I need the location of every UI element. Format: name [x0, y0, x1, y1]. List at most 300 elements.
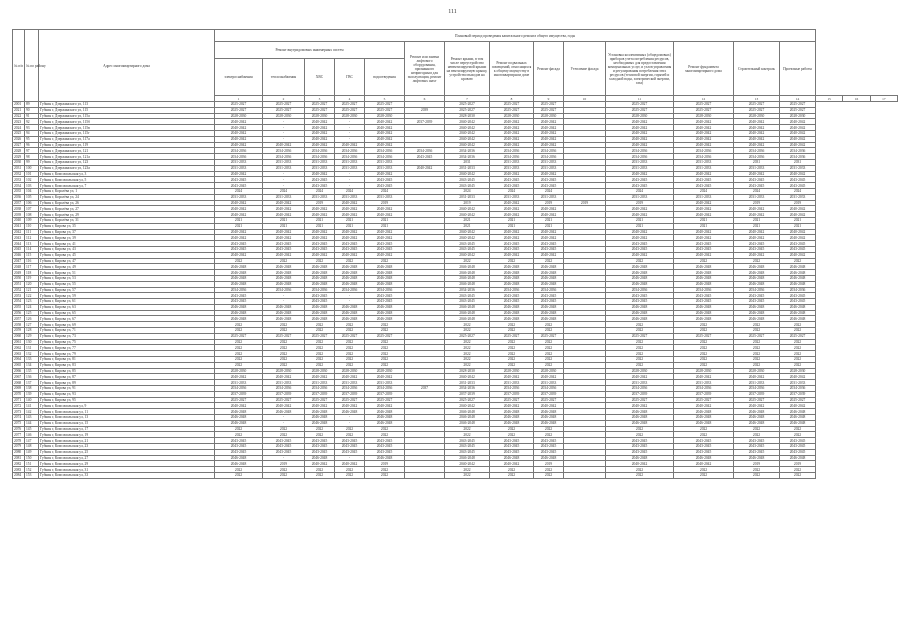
table-cell: 2043-2045	[734, 241, 780, 247]
table-cell: 2025-2027	[490, 397, 534, 403]
table-cell: 2025-2027	[365, 107, 405, 113]
table-cell: 2022	[335, 328, 365, 334]
table-cell: 2031	[13, 165, 25, 171]
table-cell: 2046-2048	[490, 310, 534, 316]
table-cell: 2043-2045	[734, 299, 780, 305]
table-cell: 2040-2042	[674, 119, 734, 125]
table-cell: 2040-2042	[305, 130, 335, 136]
table-cell: 2025-2027	[674, 333, 734, 339]
table-cell: 2022	[445, 345, 490, 351]
table-cell: 2025-2027	[780, 102, 816, 108]
table-cell: 2040-2042	[606, 171, 674, 177]
table-cell: 2046-2048	[215, 270, 263, 276]
table-cell: 2031-2033	[445, 194, 490, 200]
table-cell: 2040-2042	[215, 200, 263, 206]
table-cell: 2040-2042	[365, 130, 405, 136]
table-cell: 109	[25, 217, 39, 223]
table-cell: 2034-2036	[305, 148, 335, 154]
table-cell: 2040-2042	[305, 119, 335, 125]
table-cell: 2043-2045	[734, 246, 780, 252]
table-cell: 2043-2045	[606, 241, 674, 247]
table-cell: 2034-2036	[445, 154, 490, 160]
table-cell: 2022	[445, 432, 490, 438]
table-cell: 2022	[534, 351, 564, 357]
table-body	[13, 102, 898, 479]
table-cell: 121	[25, 287, 39, 293]
address-cell: Губкин г, Дзержинского ул, 117а	[39, 136, 215, 142]
header-gvs: ГВС	[335, 59, 365, 96]
table-cell: 2040-2042	[365, 229, 405, 235]
column-index-cell: 2	[263, 96, 305, 102]
table-cell: 2024	[215, 188, 263, 194]
table-cell: 2043-2045	[215, 183, 263, 189]
table-cell: 149	[25, 449, 39, 455]
table-cell: 2043-2045	[534, 183, 564, 189]
table-cell: 2040-2042	[674, 212, 734, 218]
table-cell: 2043-2045	[335, 444, 365, 450]
table-cell: 2031-2033	[490, 380, 534, 386]
table-cell: 2040-2042	[445, 374, 490, 380]
table-cell: 2040-2042	[215, 235, 263, 241]
table-cell: 2040-2042	[734, 235, 780, 241]
table-cell: 2047	[13, 258, 25, 264]
table-cell: 2022	[606, 328, 674, 334]
table-cell: 2046-2048	[674, 281, 734, 287]
table-cell: 2022	[606, 432, 674, 438]
table-cell: 132	[25, 351, 39, 357]
table-cell: 2025-2027	[674, 107, 734, 113]
table-cell: -	[335, 177, 365, 183]
table-cell: 2034-2036	[606, 386, 674, 392]
table-cell: 2040-2042	[734, 119, 780, 125]
table-cell: 2046-2048	[445, 455, 490, 461]
table-cell: 2043-2045	[780, 177, 816, 183]
table-cell: 2034-2036	[405, 148, 445, 154]
table-cell: 2026	[13, 136, 25, 142]
table-cell: 2034-2036	[365, 386, 405, 392]
table-cell: -	[335, 125, 365, 131]
table-cell: 2043-2045	[445, 438, 490, 444]
table-cell: 2040-2042	[780, 136, 816, 142]
table-cell: 2040-2042	[780, 142, 816, 148]
table-cell: 2022	[490, 322, 534, 328]
table-cell: 2031-2033	[365, 159, 405, 165]
table-cell: 2040-2042	[734, 130, 780, 136]
table-cell: 2034-2036	[490, 148, 534, 154]
table-cell: 2031-2033	[534, 380, 564, 386]
table-cell: 2022	[215, 339, 263, 345]
table-cell: 2046-2048	[780, 304, 816, 310]
table-cell: 94	[25, 130, 39, 136]
table-cell: 2031-2033	[445, 380, 490, 386]
table-cell: 2046-2048	[215, 281, 263, 287]
address-cell: Губкин г, Дзержинского ул, 115б	[39, 119, 215, 125]
table-cell: 2046-2048	[534, 316, 564, 322]
table-cell: 2046-2048	[606, 420, 674, 426]
address-cell: Губкин г, Кирова ул, 93	[39, 391, 215, 397]
address-cell: Губкин г, Королёва ул, 31	[39, 217, 215, 223]
table-cell: 2034-2036	[305, 287, 335, 293]
table-cell: 2031	[780, 159, 816, 165]
table-cell: 2022	[445, 351, 490, 357]
table-cell: 2028-2030	[445, 113, 490, 119]
table-cell: -	[335, 136, 365, 142]
table-cell: 2046-2048	[445, 310, 490, 316]
table-cell: 2040-2042	[305, 461, 335, 467]
table-cell: 2043-2045	[215, 241, 263, 247]
table-cell: 2022	[215, 328, 263, 334]
address-cell: Губкин г, Кирова ул, 89	[39, 380, 215, 386]
table-cell: 111	[25, 229, 39, 235]
table-cell: 2040-2042	[215, 142, 263, 148]
table-cell: 2040-2042	[445, 461, 490, 467]
column-index-cell: 11	[606, 96, 674, 102]
column-index-cell: 14	[780, 96, 816, 102]
table-cell: 2025-2027	[305, 102, 335, 108]
table-cell: 2033	[13, 177, 25, 183]
table-cell: 90	[25, 107, 39, 113]
table-cell: 2043-2045	[780, 444, 816, 450]
table-cell: 2040-2042	[263, 200, 305, 206]
table-cell: 2046-2048	[215, 455, 263, 461]
table-cell: 2040-2042	[734, 206, 780, 212]
table-cell: 2043-2045	[365, 438, 405, 444]
table-cell: 2046-2048	[335, 316, 365, 322]
table-cell: 2067	[13, 374, 25, 380]
table-cell: 2040-2042	[263, 206, 305, 212]
table-cell: 2043-2045	[606, 246, 674, 252]
table-cell: 2034-2036	[365, 148, 405, 154]
table-cell: 2046-2048	[606, 275, 674, 281]
table-cell: 2022	[365, 426, 405, 432]
table-cell: 2022	[305, 351, 335, 357]
table-cell: 129	[25, 333, 39, 339]
table-cell: 2043-2045	[305, 183, 335, 189]
table-cell: 2040-2042	[365, 206, 405, 212]
table-cell: 2037	[13, 200, 25, 206]
table-cell: 2040-2042	[490, 130, 534, 136]
table-cell: 2022	[780, 432, 816, 438]
table-cell: -	[335, 455, 365, 461]
table-cell: 2053	[13, 293, 25, 299]
table-cell: 2031-2033	[215, 159, 263, 165]
table-cell: 2022	[674, 339, 734, 345]
table-cell: 2065	[13, 362, 25, 368]
table-cell: 2040-2042	[365, 142, 405, 148]
table-cell: 2043-2045	[534, 293, 564, 299]
table-cell: 2040-2042	[490, 171, 534, 177]
table-cell: 2046-2048	[606, 415, 674, 421]
table-cell: 2034-2036	[335, 287, 365, 293]
table-cell: 2040-2042	[215, 130, 263, 136]
table-cell: 2028-2030	[674, 113, 734, 119]
table-cell: 2070	[13, 391, 25, 397]
table-cell: 2028-2030	[606, 368, 674, 374]
table-cell: 120	[25, 281, 39, 287]
table-cell: 2031	[445, 159, 490, 165]
table-cell: 2022	[780, 339, 816, 345]
table-cell: 2046-2048	[780, 420, 816, 426]
table-cell: 2040-2042	[674, 235, 734, 241]
table-cell: 2031-2033	[335, 159, 365, 165]
address-cell: Губкин г, Кирова ул, 59	[39, 293, 215, 299]
table-cell: 2034-2036	[365, 287, 405, 293]
table-cell: 2043-2045	[606, 299, 674, 305]
table-cell: 2046-2048	[365, 304, 405, 310]
table-cell: 2019	[606, 200, 674, 206]
table-cell: 2024	[780, 188, 816, 194]
table-cell: 2022	[734, 351, 780, 357]
table-cell: 2022	[734, 426, 780, 432]
table-cell: 2046-2048	[780, 270, 816, 276]
table-cell: 2028-2030	[263, 113, 305, 119]
table-cell: 2046-2048	[606, 455, 674, 461]
table-cell: 2040-2042	[335, 200, 365, 206]
table-cell: 2046-2048	[263, 270, 305, 276]
table-cell: 2025-2027	[734, 102, 780, 108]
table-cell: 2025-2027	[780, 107, 816, 113]
table-cell: 2022	[263, 322, 305, 328]
table-cell: 2046-2048	[674, 420, 734, 426]
table-cell: 2068	[13, 380, 25, 386]
table-cell: 2022	[305, 473, 335, 479]
table-cell: 2025-2027	[365, 102, 405, 108]
table-cell: 2034-2036	[445, 148, 490, 154]
table-cell: 2040-2042	[490, 461, 534, 467]
table-cell: 2022	[780, 357, 816, 363]
table-cell: 2043-2045	[335, 246, 365, 252]
header-meters: Установка коллективных (общедомовых) приборов учета потребления ресурсов, необходимых для предоставления коммунальных услуг, и узлов управления и регулирования потребления этих ресурсов (тепловой энергии, горячей и холодной воды, электрической энергии, газа)	[606, 42, 674, 96]
table-cell: 2022	[734, 473, 780, 479]
table-cell: 2054	[13, 299, 25, 305]
table-cell: 2040-2042	[335, 461, 365, 467]
table-cell: 2022	[335, 322, 365, 328]
table-cell: 2046-2048	[365, 316, 405, 322]
table-cell: 2071	[13, 397, 25, 403]
table-cell: 2043	[13, 235, 25, 241]
table-cell: 2043-2045	[734, 444, 780, 450]
table-cell: 2058	[13, 322, 25, 328]
table-cell: 2046-2048	[780, 409, 816, 415]
table-cell: 2040-2042	[606, 206, 674, 212]
header-basement: Ремонт подвальных помещений, относящихся к общему имуществу в многоквартирном доме	[490, 42, 534, 96]
table-cell: 2034-2036	[305, 386, 335, 392]
table-cell: 2046-2048	[490, 316, 534, 322]
table-cell: 2031-2033	[305, 159, 335, 165]
table-cell: 2046-2048	[490, 409, 534, 415]
table-cell: 2046-2048	[365, 310, 405, 316]
table-cell: 2043-2045	[606, 449, 674, 455]
table-cell: 2022	[445, 258, 490, 264]
table-cell: 125	[25, 310, 39, 316]
table-cell: 2046-2048	[734, 310, 780, 316]
table-cell: 2046-2048	[534, 275, 564, 281]
table-cell: 2066	[13, 368, 25, 374]
table-cell: 2025-2027	[534, 107, 564, 113]
table-cell: 2043-2045	[534, 444, 564, 450]
table-cell: 2022	[674, 432, 734, 438]
table-cell: 2046-2048	[606, 310, 674, 316]
table-cell: 2040-2042	[215, 171, 263, 177]
table-cell: 2031-2033	[674, 194, 734, 200]
table-cell: 2043-2045	[490, 444, 534, 450]
table-cell: 2022	[13, 113, 25, 119]
table-cell: 2046-2048	[365, 270, 405, 276]
table-cell: 2034-2036	[674, 386, 734, 392]
table-cell: 2043-2045	[780, 241, 816, 247]
table-cell: 2037-2039	[674, 391, 734, 397]
table-cell: 2022	[305, 432, 335, 438]
table-cell: 2046-2048	[734, 409, 780, 415]
table-cell: 2022	[445, 426, 490, 432]
table-cell: 2040	[13, 217, 25, 223]
address-cell: Губкин г, Комсомольская ул, 19	[39, 432, 215, 438]
table-cell: 2040-2042	[490, 403, 534, 409]
address-cell: Губкин г, Королёва ул, 29	[39, 212, 215, 218]
table-cell: 2031-2033	[734, 380, 780, 386]
table-cell: 2043-2045	[734, 449, 780, 455]
table-cell: 2046-2048	[365, 281, 405, 287]
table-cell: 2043-2045	[305, 438, 335, 444]
table-cell: 2021	[335, 223, 365, 229]
page-number: 111	[448, 9, 457, 15]
table-cell: 2079	[13, 444, 25, 450]
table-cell: 2040-2042	[534, 229, 564, 235]
table-cell: 2034-2036	[215, 386, 263, 392]
table-cell: 2040-2042	[445, 119, 490, 125]
table-cell: 98	[25, 154, 39, 160]
table-cell: 2021	[13, 107, 25, 113]
table-cell: 2043-2045	[335, 449, 365, 455]
table-cell: -	[263, 420, 305, 426]
table-cell: 119	[25, 275, 39, 281]
table-cell: 2040-2042	[606, 125, 674, 131]
table-cell: 122	[25, 293, 39, 299]
header-design: Проектные работы	[780, 42, 816, 96]
table-cell: 2019	[780, 461, 816, 467]
table-cell: 2028-2030	[734, 368, 780, 374]
table-cell: 2040-2042	[445, 206, 490, 212]
table-cell: 2034-2036	[445, 287, 490, 293]
table-cell: 2022	[365, 322, 405, 328]
table-cell: 2022	[780, 467, 816, 473]
address-cell: Губкин г, Кирова ул, 55	[39, 281, 215, 287]
table-cell: 2031-2033	[780, 165, 816, 171]
table-cell: 2040-2042	[445, 229, 490, 235]
table-cell: 2022	[534, 339, 564, 345]
table-cell: 2022	[215, 357, 263, 363]
table-cell: 2046-2048	[534, 415, 564, 421]
table-cell: 2021	[305, 223, 335, 229]
table-cell: 2025-2027	[606, 102, 674, 108]
table-cell: 2051	[13, 281, 25, 287]
table-cell: 2021	[445, 223, 490, 229]
table-cell: 2025-2027	[490, 102, 534, 108]
table-cell: 2043-2045	[534, 177, 564, 183]
table-cell: 2021	[215, 217, 263, 223]
table-cell: 2021	[734, 223, 780, 229]
table-cell: 2046-2048	[215, 275, 263, 281]
table-cell: 2043-2045	[215, 449, 263, 455]
table-cell: 2063	[13, 351, 25, 357]
table-cell: 2043-2045	[606, 183, 674, 189]
table-cell: 93	[25, 125, 39, 131]
table-cell: 2046-2048	[365, 415, 405, 421]
table-cell: 2036	[13, 194, 25, 200]
table-cell	[564, 473, 606, 479]
table-cell: 2022	[215, 467, 263, 473]
table-cell: 2040-2042	[780, 119, 816, 125]
table-cell: 2043-2045	[674, 444, 734, 450]
table-cell: 2031-2033	[215, 194, 263, 200]
table-cell: 2022	[365, 467, 405, 473]
table-cell: 2046-2048	[305, 281, 335, 287]
table-cell: 2022	[490, 473, 534, 479]
table-cell: 2046-2048	[263, 316, 305, 322]
table-cell: 2046-2048	[445, 420, 490, 426]
table-cell: 105	[25, 194, 39, 200]
table-cell: 2037-2039	[734, 391, 780, 397]
table-cell: 2040-2042	[445, 212, 490, 218]
table-cell: 2031-2033	[335, 194, 365, 200]
table-cell: 2022	[606, 473, 674, 479]
table-cell: 2022	[365, 362, 405, 368]
table-cell: 2025-2027	[534, 333, 564, 339]
table-cell: 128	[25, 328, 39, 334]
column-index-cell: 10	[564, 96, 606, 102]
table-cell: 2040-2042	[674, 136, 734, 142]
table-cell: 2021	[606, 223, 674, 229]
table-cell: 2022	[445, 328, 490, 334]
table-cell: 2034-2036	[674, 287, 734, 293]
table-cell: 2046-2048	[606, 281, 674, 287]
table-cell: 2034-2036	[606, 154, 674, 160]
table-cell: 2046-2048	[606, 270, 674, 276]
table-cell: 2034-2036	[734, 386, 780, 392]
table-cell: 2025-2027	[674, 397, 734, 403]
table-cell: 2022	[606, 357, 674, 363]
table-cell: 2034-2036	[335, 148, 365, 154]
table-cell: 2022	[734, 362, 780, 368]
table-cell: 2022	[215, 362, 263, 368]
table-cell: 2001	[13, 102, 25, 108]
table-cell: 2022	[534, 328, 564, 334]
table-cell: 2031-2033	[534, 194, 564, 200]
table-cell: 2040-2042	[215, 374, 263, 380]
table-cell: 2022	[215, 473, 263, 479]
address-cell: Губкин г, Дзержинского ул, 115в	[39, 125, 215, 131]
table-cell: 2083	[13, 467, 25, 473]
table-cell: 2043-2045	[445, 246, 490, 252]
table-cell: 97	[25, 148, 39, 154]
table-cell: 2046-2048	[305, 420, 335, 426]
table-cell: 2040-2042	[335, 403, 365, 409]
table-cell: 96	[25, 142, 39, 148]
table-cell: 2029	[13, 154, 25, 160]
address-cell: Губкин г, Комсомольская ул, 13	[39, 415, 215, 421]
table-cell: 106	[25, 200, 39, 206]
table-cell: 2043-2045	[674, 183, 734, 189]
table-cell: 2034-2036	[365, 154, 405, 160]
table-cell: 2028-2030	[365, 113, 405, 119]
table-cell: 2040-2042	[263, 229, 305, 235]
table-cell: 2021	[534, 217, 564, 223]
table-cell: 2043-2045	[780, 183, 816, 189]
table-cell: 2021	[335, 217, 365, 223]
table-cell: 2040-2042	[606, 252, 674, 258]
table-cell: 2040-2042	[780, 212, 816, 218]
table-cell: 2046-2048	[335, 270, 365, 276]
